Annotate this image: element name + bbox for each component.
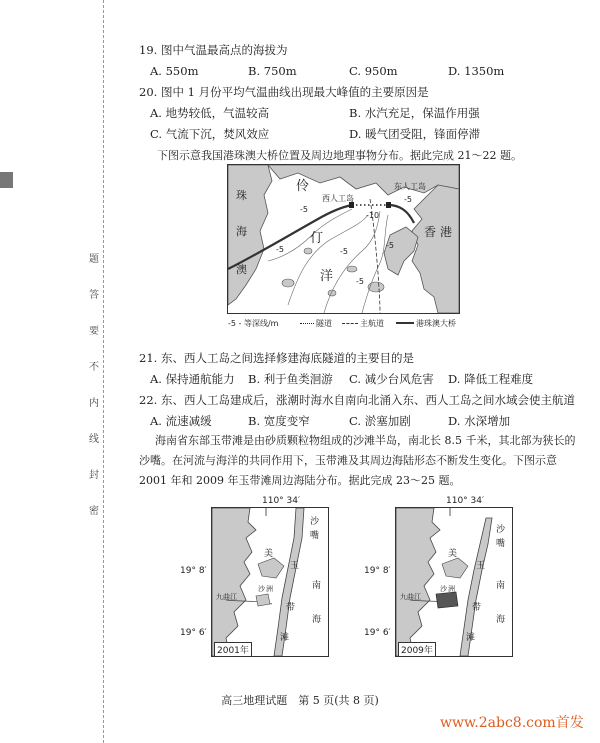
q19-option-b: B. 750m	[248, 64, 297, 78]
q20-option-a: A. 地势较低，气温较高	[150, 106, 270, 120]
lat-bottom-label-2001: 19° 6′	[180, 628, 207, 638]
bridge-map	[227, 164, 460, 314]
legend-channel: 主航道	[360, 319, 384, 328]
question-21-stem: 21. 东、西人工岛之间选择修建海底隧道的主要目的是	[139, 351, 414, 365]
seal-char: 要	[89, 326, 99, 337]
label-hai: 海	[312, 615, 322, 625]
q21-option-a: A. 保持通航能力	[150, 372, 235, 386]
label-sandbar-zhou: 洲	[266, 585, 273, 593]
year-label-2009: 2009年	[398, 642, 436, 657]
label-mei: 美	[264, 549, 274, 559]
legend-bridge-symbol	[396, 322, 414, 324]
q22-option-b: B. 宽度变窄	[248, 414, 310, 428]
seal-char: 密	[89, 506, 99, 517]
legend-tunnel-symbol	[300, 323, 314, 324]
year-label-2001: 2001年	[214, 642, 252, 657]
seal-char: 答	[89, 290, 99, 301]
q19-option-d: D. 1350m	[448, 64, 505, 78]
depth-label: -5	[340, 247, 348, 256]
small-island	[368, 282, 384, 292]
legend-bridge: 港珠澳大桥	[416, 319, 456, 328]
watermark: www.2abc8.com首发	[440, 715, 584, 731]
east-artificial-island	[386, 202, 391, 208]
label-jiuqu-river: 九曲江	[400, 593, 421, 601]
q22-option-d: D. 水深增加	[448, 414, 511, 428]
label-tan: 滩	[280, 633, 290, 643]
question-19-stem: 19. 图中气温最高点的海拔为	[139, 43, 288, 57]
label-sandbar-sha: 沙	[258, 585, 265, 593]
label-dai: 带	[472, 603, 482, 613]
seal-char: 内	[89, 398, 99, 409]
question-20-stem: 20. 图中 1 月份平均气温曲线出现最大峰值的主要原因是	[139, 85, 429, 99]
label-sandbar-zhou: 洲	[448, 585, 455, 593]
legend-channel-symbol	[342, 323, 358, 324]
lat-top-label-2001: 19° 8′	[180, 566, 207, 576]
place-label-ling: 伶	[296, 179, 310, 194]
place-label-xiang: 香	[424, 225, 437, 239]
east-island-label: 东人工岛	[394, 182, 426, 191]
lat-bottom-label-2009: 19° 6′	[364, 628, 391, 638]
q20-option-c: C. 气流下沉，焚风效应	[150, 127, 270, 141]
depth-label: -5	[276, 245, 284, 254]
q19-option-c: C. 950m	[349, 64, 398, 78]
q22-option-a: A. 流速减缓	[150, 414, 212, 428]
intro-21-22: 下图示意我国港珠澳大桥位置及周边地理事物分布。据此完成 21～22 题。	[157, 149, 522, 162]
place-label-ao: 澳	[236, 263, 247, 276]
label-yu: 玉	[476, 561, 486, 571]
west-island-label: 西人工岛	[322, 194, 354, 203]
place-label-yang: 洋	[320, 269, 334, 284]
label-jiuqu-river: 九曲江	[216, 593, 237, 601]
binding-line	[103, 0, 105, 743]
legend-tunnel: 隧道	[316, 319, 332, 328]
sandbar	[256, 594, 270, 606]
label-mei: 美	[448, 549, 458, 559]
label-sandbar-sha: 沙	[440, 585, 447, 593]
place-label-hai: 海	[236, 225, 247, 238]
label-dai: 带	[286, 603, 296, 613]
place-label-ding: 仃	[310, 231, 324, 246]
place-label-zhu: 珠	[236, 189, 247, 202]
seal-char: 不	[89, 362, 99, 373]
seal-char: 封	[89, 470, 99, 481]
label-sha: 沙	[496, 525, 506, 535]
depth-label: -5	[386, 241, 394, 250]
depth-label: -5	[356, 277, 364, 286]
yudai-map-2009	[395, 507, 513, 657]
yudai-2009-svg	[396, 508, 512, 656]
q20-option-b: B. 水汽充足，保温作用强	[349, 106, 480, 120]
bridge-map-legend	[228, 318, 478, 330]
seal-char: 题	[89, 254, 99, 265]
q22-option-c: C. 淤塞加剧	[349, 414, 411, 428]
depth-label: -5	[404, 195, 412, 204]
question-22-stem: 22. 东、西人工岛建成后，涨潮时海水自南向北涌入东、西人工岛之间水域会使主航道	[139, 393, 575, 407]
q19-option-a: A. 550m	[150, 64, 199, 78]
label-yu: 玉	[290, 561, 300, 571]
left-tab-mark	[0, 172, 13, 188]
depth-label: -5	[300, 205, 308, 214]
longitude-label-2001: 110° 34′	[262, 496, 301, 506]
label-hai: 海	[496, 615, 506, 625]
seal-char: 线	[89, 434, 99, 445]
q20-option-d: D. 暖气团受阻，锋面停滞	[349, 127, 481, 141]
page-footer: 高三地理试题 第 5 页(共 8 页)	[221, 694, 379, 707]
label-zui: 嘴	[496, 539, 506, 549]
q21-option-d: D. 降低工程难度	[448, 372, 534, 386]
label-sha: 沙	[310, 517, 320, 527]
small-island	[347, 266, 357, 272]
place-label-gang: 港	[440, 225, 453, 239]
label-nan: 南	[312, 581, 322, 591]
small-island	[304, 248, 312, 254]
legend-contour: -5 - 等深线/m	[228, 319, 279, 328]
q21-option-c: C. 减少台风危害	[349, 372, 434, 386]
longitude-label-2009: 110° 34′	[446, 496, 485, 506]
sandbar	[436, 592, 458, 608]
small-island	[282, 279, 294, 287]
yudai-map-2001	[211, 507, 329, 657]
q21-option-b: B. 利于鱼类洄游	[248, 372, 333, 386]
label-nan: 南	[496, 581, 506, 591]
lat-top-label-2009: 19° 8′	[364, 566, 391, 576]
depth-label: -10	[366, 211, 380, 220]
label-tan: 滩	[466, 633, 476, 643]
intro-23-25: 海南省东部玉带滩是由砂质颗粒物组成的沙滩半岛，南北长 8.5 千米，其北部为狭长的沙嘴。在河流与海洋的共同作用下，玉带滩及其周边海陆形态不断发生变化。下图示意 2001 年和 2009 年玉带滩周边海陆分布。据此完成 23～25 题。	[139, 434, 576, 487]
label-zui: 嘴	[310, 531, 320, 541]
